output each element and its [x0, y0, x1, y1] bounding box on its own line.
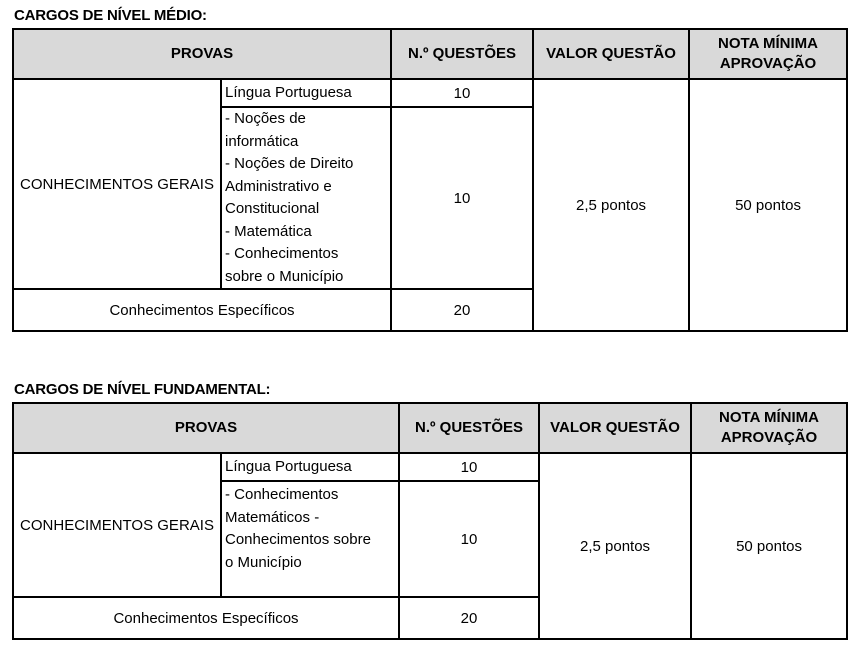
subject-line: sobre o Município — [225, 267, 344, 285]
questions-value: 10 — [399, 453, 539, 481]
subject-line: Administrativo e — [225, 177, 332, 195]
section-title-nivel-medio: CARGOS DE NÍVEL MÉDIO: — [14, 7, 207, 24]
subject-lingua-portuguesa: Língua Portuguesa — [221, 79, 391, 107]
nota-minima-value: 50 pontos — [689, 79, 847, 331]
section-title-nivel-fundamental: CARGOS DE NÍVEL FUNDAMENTAL: — [14, 381, 271, 398]
header-questoes: N.º QUESTÕES — [399, 403, 539, 453]
group-label-conhecimentos-gerais: CONHECIMENTOS GERAIS — [13, 79, 221, 289]
subject-line: - Noções de Direito — [225, 155, 354, 172]
subject-line: - Conhecimentos — [225, 245, 339, 262]
subject-lingua-portuguesa: Língua Portuguesa — [221, 453, 399, 481]
table-nivel-medio — [12, 28, 848, 332]
subject-line: informática — [225, 132, 299, 150]
subject-line: Matemáticos - — [225, 508, 320, 526]
table-nivel-fundamental — [12, 402, 848, 640]
nota-minima-value: 50 pontos — [691, 453, 847, 639]
valor-questao-value: 2,5 pontos — [539, 453, 691, 639]
header-valor-questao: VALOR QUESTÃO — [533, 29, 689, 79]
header-provas: PROVAS — [13, 403, 399, 453]
questions-value: 10 — [391, 107, 533, 289]
header-nota-line2: APROVAÇÃO — [720, 429, 818, 446]
specific-questions-value: 20 — [399, 597, 539, 639]
subject-line: Constitucional — [225, 200, 320, 217]
valor-questao-value: 2,5 pontos — [533, 79, 689, 331]
group-label-conhecimentos-gerais: CONHECIMENTOS GERAIS — [13, 453, 221, 597]
questions-value: 10 — [399, 481, 539, 597]
header-provas: PROVAS — [13, 29, 391, 79]
header-nota-minima — [691, 403, 847, 453]
subject-line: - Matemática — [225, 222, 312, 240]
header-questoes: N.º QUESTÕES — [391, 29, 533, 79]
header-valor-questao: VALOR QUESTÃO — [539, 403, 691, 453]
header-nota-line1: NOTA MÍNIMA — [719, 409, 819, 426]
subject-multi-topics — [221, 107, 391, 289]
questions-value: 10 — [391, 79, 533, 107]
subject-line: - Conhecimentos — [225, 486, 339, 503]
subject-multi-topics — [221, 481, 399, 597]
specific-questions-value: 20 — [391, 289, 533, 331]
specific-label: Conhecimentos Específicos — [13, 289, 391, 331]
header-nota-minima — [689, 29, 847, 79]
subject-line: - Noções de — [225, 110, 306, 127]
header-nota-line2: APROVAÇÃO — [719, 55, 817, 72]
header-nota-line1: NOTA MÍNIMA — [718, 35, 818, 52]
subject-line: Conhecimentos sobre — [225, 531, 371, 548]
specific-label: Conhecimentos Específicos — [13, 597, 399, 639]
subject-line: o Município — [225, 553, 302, 571]
